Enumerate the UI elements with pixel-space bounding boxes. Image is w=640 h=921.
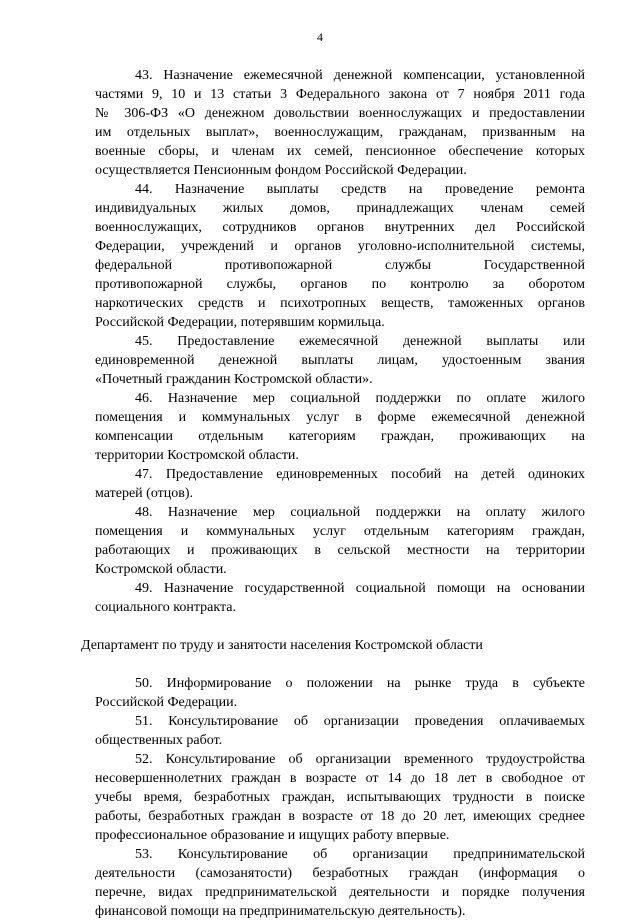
text-line: работы, безработных граждан в возрасте от 18 до 20 лет, имеющих среднее	[95, 809, 585, 824]
text-line: несовершеннолетних граждан в возрасте от 14 до 18 лет в свободное от	[95, 771, 585, 786]
page-number: 4	[317, 30, 323, 44]
text-line: 44. Назначение выплаты средств на проведение ремонта	[135, 182, 585, 197]
paragraph-46	[95, 389, 585, 465]
text-line: 48. Назначение мер социальной поддержки на оплату жилого	[135, 505, 585, 520]
text-line: финансовой помощи на предпринимательскую деятельность).	[95, 904, 466, 919]
text-line: индивидуальных жилых домов, принадлежащих членам семей	[95, 201, 585, 216]
text-line: Федерации, учреждений и органов уголовно-исполнительной системы,	[95, 239, 585, 254]
text-line: перечне, видах предпринимательской деятельности и порядке получения	[95, 885, 585, 900]
text-line: территории Костромской области.	[95, 448, 299, 463]
text-line: помещения и коммунальных услуг отдельным категориям граждан,	[95, 524, 585, 539]
text-line: военные сборы, и членам их семей, пенсионное обеспечение которых	[95, 144, 585, 159]
text-line: Костромской области.	[95, 562, 227, 577]
paragraph-47	[95, 465, 585, 503]
paragraph-53	[95, 845, 585, 921]
text-line: им отдельных выплат», военнослужащим, гражданам, призванным на	[95, 125, 585, 140]
text-line: 46. Назначение мер социальной поддержки по оплате жилого	[135, 391, 585, 406]
text-line: частями 9, 10 и 13 статьи 3 Федерального закона от 7 ноября 2011 года	[95, 87, 585, 102]
text-line: № 306-ФЗ «О денежном довольствии военнослужащих и предоставлении	[95, 106, 585, 121]
document-body	[81, 66, 585, 921]
paragraph-52	[95, 750, 585, 845]
text-line: федеральной противопожарной службы Государственной	[95, 258, 585, 273]
paragraph-49	[95, 579, 585, 617]
text-line: 43. Назначение ежемесячной денежной компенсации, установленной	[135, 68, 585, 83]
text-line: 52. Консультирование об организации временного трудоустройства	[135, 752, 585, 767]
text-line: Российской Федерации.	[95, 695, 238, 710]
text-line: 47. Предоставление единовременных пособий на детей одиноких	[135, 467, 585, 482]
text-line: учебы время, безработных граждан, испытывающих трудности в поиске	[95, 790, 585, 805]
text-line: 53. Консультирование об организации предпринимательской	[135, 847, 585, 862]
text-line: осуществляется Пенсионным фондом Российской Федерации.	[95, 163, 467, 178]
paragraph-45	[95, 332, 585, 389]
text-line: помещения и коммунальных услуг в форме ежемесячной денежной	[95, 410, 585, 425]
section-heading: Департамент по труду и занятости населения Костромской области	[81, 638, 483, 653]
paragraph-51	[95, 712, 585, 750]
paragraph-48	[95, 503, 585, 579]
text-line: военнослужащих, сотрудников органов внутренних дел Российской	[95, 220, 585, 235]
text-line: работающих и проживающих в сельской местности на территории	[95, 543, 585, 558]
text-line: 51. Консультирование об организации проведения оплачиваемых	[135, 714, 585, 729]
text-line: 49. Назначение государственной социальной помощи на основании	[135, 581, 585, 596]
spacer	[95, 655, 585, 674]
text-line: профессиональное образование и ищущих работу впервые.	[95, 828, 450, 843]
text-line: Российской Федерации, потерявшим кормильца.	[95, 315, 385, 330]
text-line: социального контракта.	[95, 600, 236, 615]
text-line: компенсации отдельным категориям граждан, проживающих на	[95, 429, 585, 444]
text-line: «Почетный гражданин Костромской области».	[95, 372, 373, 387]
text-line: 50. Информирование о положении на рынке труда в субъекте	[135, 676, 585, 691]
text-line: противопожарной службы, органов по контролю за оборотом	[95, 277, 585, 292]
paragraph-43	[95, 66, 585, 180]
text-line: наркотических средств и психотропных веществ, таможенных органов	[95, 296, 585, 311]
paragraph-44	[95, 180, 585, 332]
text-line: общественных работ.	[95, 733, 223, 748]
text-line: единовременной денежной выплаты лицам, удостоенным звания	[95, 353, 585, 368]
spacer	[95, 617, 585, 636]
paragraph-50	[95, 674, 585, 712]
text-line: 45. Предоставление ежемесячной денежной выплаты или	[135, 334, 585, 349]
text-line: деятельности (самозанятости) безработных граждан (информация о	[95, 866, 585, 881]
text-line: матерей (отцов).	[95, 486, 194, 501]
